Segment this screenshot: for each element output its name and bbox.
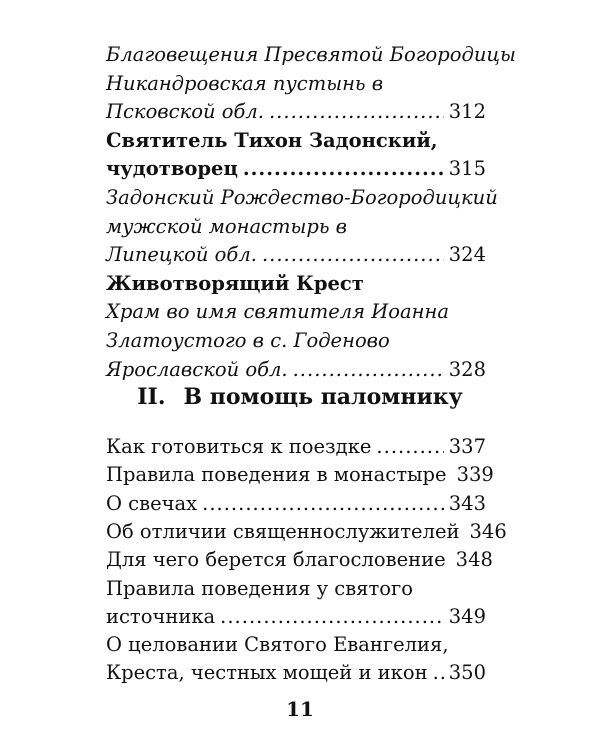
toc-entry-text: Об отличии священнослужителей — [106, 519, 460, 543]
toc-page-number: 348 — [455, 548, 493, 572]
toc-line — [106, 70, 486, 98]
toc-line — [106, 659, 486, 687]
toc-line — [106, 98, 486, 126]
toc-line — [106, 433, 486, 461]
toc-entry-text: Храм во имя святителя Иоанна — [106, 300, 449, 324]
toc-entry-text: мужской монастырь в — [106, 214, 348, 238]
toc-line — [106, 298, 486, 326]
dot-leader — [433, 659, 444, 687]
toc-line — [106, 490, 486, 518]
toc-line — [106, 546, 493, 574]
toc-page-number: 339 — [456, 463, 494, 487]
dot-leader — [220, 603, 444, 631]
toc-page-number: 349 — [448, 604, 486, 628]
page-number: 11 — [286, 697, 314, 721]
toc-entry-text: Псковской обл. — [106, 100, 264, 124]
toc-entry-text: источника — [106, 604, 216, 628]
section-title: В помощь паломнику — [183, 384, 463, 410]
toc-line — [106, 270, 486, 298]
toc-entry-text: Ярославской обл. — [106, 357, 288, 381]
toc-entry-text: Как готовиться к поездке — [106, 435, 372, 458]
toc-page-number: 337 — [448, 435, 486, 458]
toc-entry-text: О целовании Святого Евангелия, — [106, 633, 449, 657]
section-heading — [0, 379, 600, 415]
toc-entry-text: О свечах — [106, 491, 198, 515]
toc-line — [106, 184, 498, 212]
toc-line — [106, 241, 486, 269]
toc-line — [106, 41, 516, 69]
section-numeral: II. — [137, 384, 166, 410]
toc-line — [106, 127, 486, 155]
toc-entry-text: Правила поведения у святого — [106, 576, 413, 600]
toc-entry-text: Правила поведения в монастыре — [106, 463, 447, 487]
toc-page-number: 324 — [448, 243, 486, 267]
dot-leader — [269, 98, 444, 126]
toc-entry-text: Для чего берется благословение — [106, 548, 446, 572]
toc-page-number: 315 — [448, 157, 486, 181]
dot-leader — [262, 241, 444, 269]
toc-entry-text: Златоустого в с. Годеново — [106, 329, 390, 352]
toc-line — [106, 575, 486, 603]
toc-line — [106, 518, 507, 546]
toc-entry-text: Липецкой обл. — [106, 243, 257, 267]
toc-entry-text: Святитель Тихон Задонский, — [106, 128, 438, 152]
toc-entry-text: Задонский Рождество-Богородицкий — [106, 186, 498, 209]
toc-page-number: 346 — [469, 519, 507, 543]
dot-leader — [202, 490, 444, 518]
toc-entry-text: Животворящий Крест — [106, 271, 364, 295]
toc-line — [106, 461, 494, 489]
toc-page-number: 350 — [448, 661, 486, 685]
toc-line — [106, 213, 486, 241]
toc-entry-text: Креста, честных мощей и икон — [106, 661, 428, 685]
toc-entry-text: Благовещения Пресвятой Богородицы — [106, 43, 516, 66]
toc-line — [106, 603, 486, 631]
toc-line — [106, 631, 486, 659]
toc-entry-text: Никандровская пустынь в — [106, 71, 384, 95]
dot-leader — [376, 433, 443, 461]
toc-line — [106, 155, 486, 183]
toc-page-number: 343 — [448, 491, 486, 515]
toc-page-number: 328 — [448, 357, 486, 381]
toc-page-number: 312 — [448, 100, 486, 124]
dot-leader — [243, 155, 444, 183]
toc-entry-text: чудотворец — [106, 157, 238, 181]
toc-line — [106, 327, 486, 355]
